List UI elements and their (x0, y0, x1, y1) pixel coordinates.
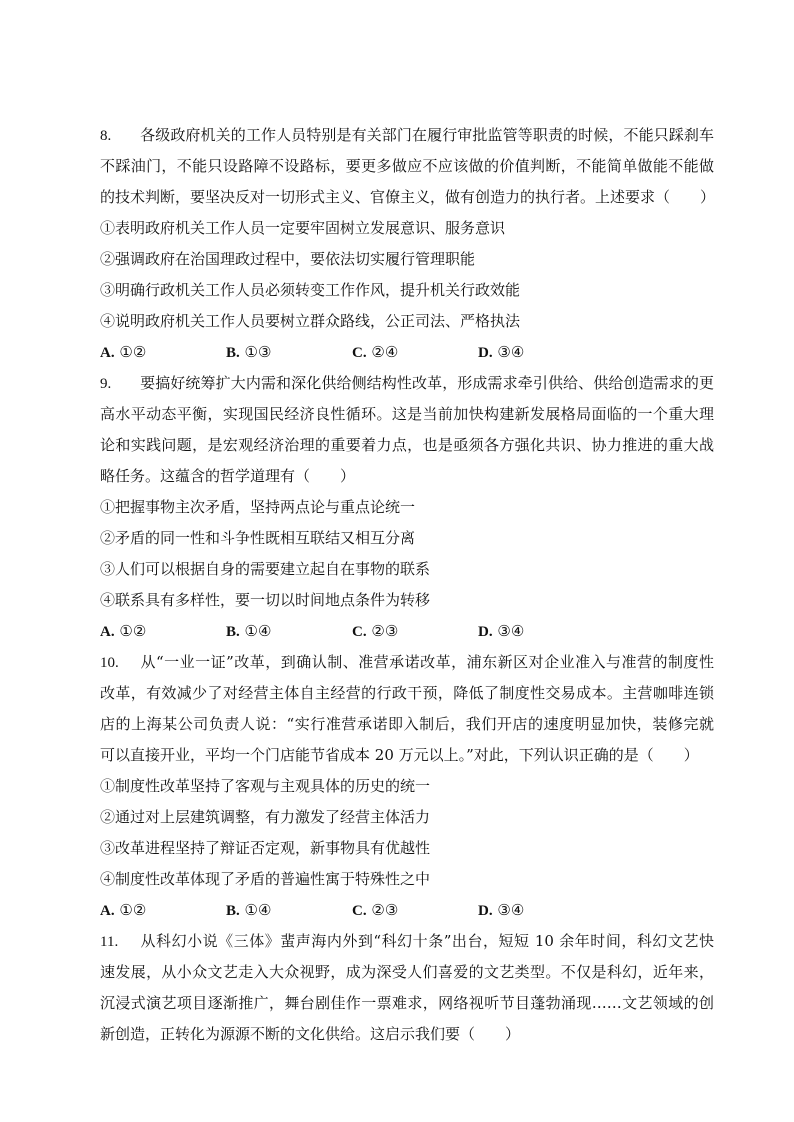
question-9 (100, 368, 714, 647)
question-stem-first-line (100, 368, 714, 399)
question-stem-line: 不踩油门，不能只设路障不设路标，要更多做应不应该做的价值判断，不能简单做能不能做 (100, 157, 714, 175)
question-stem-text: 从“一业一证”改革，到确认制、准营承诺改革，浦东新区对企业准入与准营的制度性 (140, 653, 714, 671)
choice-text: ①② (119, 343, 147, 361)
question-number: 11. (100, 934, 119, 950)
answer-choice[interactable] (226, 895, 352, 926)
choice-letter: B. (226, 903, 240, 919)
statement-option: ①制度性改革坚持了客观与主观具体的历史的统一 (100, 777, 431, 795)
statement-option: ③人们可以根据自身的需要建立起自在事物的联系 (100, 560, 431, 578)
question-stem-first-line (100, 926, 714, 957)
choice-text: ①④ (244, 901, 272, 919)
answer-choice[interactable] (100, 895, 226, 926)
question-stem-line: 店的上海某公司负责人说：“实行准营承诺即入制后，我们开店的速度明显加快，装修完就 (100, 715, 714, 733)
choice-letter: D. (478, 624, 493, 640)
choice-letter: C. (352, 624, 367, 640)
answer-choice[interactable] (226, 616, 352, 647)
question-8 (100, 120, 716, 368)
question-stem-first-line (100, 120, 714, 151)
choice-letter: C. (352, 903, 367, 919)
question-stem-text: 从科幻小说《三体》蜚声海内外到“科幻十条”出台，短短 10 余年时间，科幻文艺快 (140, 932, 714, 950)
choice-text: ③④ (497, 622, 525, 640)
answer-choice[interactable] (100, 337, 226, 368)
choice-text: ①④ (244, 622, 272, 640)
question-stem-line: 速发展，从小众文艺走入大众视野，成为深受人们喜爱的文艺类型。不仅是科幻，近年来， (100, 963, 714, 981)
choice-letter: B. (226, 624, 240, 640)
question-stem-line: 新创造，正转化为源源不断的文化供给。这启示我们要（ ） (100, 1025, 521, 1043)
question-stem-line: 可以直接开业，平均一个门店能节省成本 20 万元以上。”对此，下列认识正确的是（ ） (100, 746, 699, 764)
answer-choices (100, 895, 714, 926)
statement-option: ③改革进程坚持了辩证否定观，新事物具有优越性 (100, 839, 431, 857)
answer-choice[interactable] (478, 616, 604, 647)
question-stem-line: 论和实践问题，是宏观经济治理的重要着力点，也是亟须各方强化共识、协力推进的重大战 (100, 436, 714, 454)
choice-letter: C. (352, 345, 367, 361)
statement-option: ④联系具有多样性，要一切以时间地点条件为转移 (100, 591, 431, 609)
statement-option: ③明确行政机关工作人员必须转变工作作风，提升机关行政效能 (100, 281, 521, 299)
choice-text: ②③ (371, 901, 399, 919)
question-stem-line: 的技术判断，要坚决反对一切形式主义、官僚主义，做有创造力的执行者。上述要求（ ） (100, 188, 716, 206)
choice-letter: A. (100, 345, 115, 361)
choice-text: ③④ (497, 901, 525, 919)
answer-choice[interactable] (352, 616, 478, 647)
question-11 (100, 926, 714, 1050)
statement-option: ②强调政府在治国理政过程中，要依法切实履行管理职能 (100, 250, 476, 268)
statement-option: ②通过对上层建筑调整，有力激发了经营主体活力 (100, 808, 431, 826)
answer-choice[interactable] (478, 337, 604, 368)
answer-choice[interactable] (352, 337, 478, 368)
statement-option: ②矛盾的同一性和斗争性既相互联结又相互分离 (100, 529, 416, 547)
question-number: 8. (100, 128, 112, 144)
statement-option: ①表明政府机关工作人员一定要牢固树立发展意识、服务意识 (100, 219, 506, 237)
question-number: 10. (100, 655, 119, 671)
answer-choice[interactable] (100, 616, 226, 647)
choice-text: ③④ (497, 343, 525, 361)
question-stem-line: 高水平动态平衡，实现国民经济良性循环。这是当前加快构建新发展格局面临的一个重大理 (100, 405, 714, 423)
question-stem-line: 略任务。这蕴含的哲学道理有（ ） (100, 467, 356, 485)
answer-choices (100, 337, 714, 368)
question-number: 9. (100, 376, 112, 392)
statement-option: ④说明政府机关工作人员要树立群众路线，公正司法、严格执法 (100, 312, 521, 330)
answer-choices (100, 616, 714, 647)
choice-text: ①② (119, 901, 147, 919)
question-stem-first-line (100, 647, 714, 678)
question-stem-text: 各级政府机关的工作人员特别是有关部门在履行审批监管等职责的时候，不能只踩刹车 (140, 126, 714, 144)
choice-text: ①② (119, 622, 147, 640)
choice-letter: B. (226, 345, 240, 361)
statement-option: ①把握事物主次矛盾，坚持两点论与重点论统一 (100, 498, 416, 516)
question-stem-text: 要搞好统筹扩大内需和深化供给侧结构性改革，形成需求牵引供给、供给创造需求的更 (140, 374, 714, 392)
answer-choice[interactable] (478, 895, 604, 926)
choice-letter: A. (100, 624, 115, 640)
choice-letter: D. (478, 345, 493, 361)
question-10 (100, 647, 714, 926)
answer-choice[interactable] (352, 895, 478, 926)
answer-choice[interactable] (226, 337, 352, 368)
choice-text: ②④ (371, 343, 399, 361)
choice-text: ①③ (244, 343, 272, 361)
question-stem-line: 改革，有效减少了对经营主体自主经营的行政干预，降低了制度性交易成本。主营咖啡连锁 (100, 684, 714, 702)
choice-text: ②③ (371, 622, 399, 640)
question-stem-line: 沉浸式演艺项目逐渐推广，舞台剧佳作一票难求，网络视听节目蓬勃涌现……文艺领域的创 (100, 994, 714, 1012)
choice-letter: A. (100, 903, 115, 919)
statement-option: ④制度性改革体现了矛盾的普遍性寓于特殊性之中 (100, 870, 431, 888)
choice-letter: D. (478, 903, 493, 919)
